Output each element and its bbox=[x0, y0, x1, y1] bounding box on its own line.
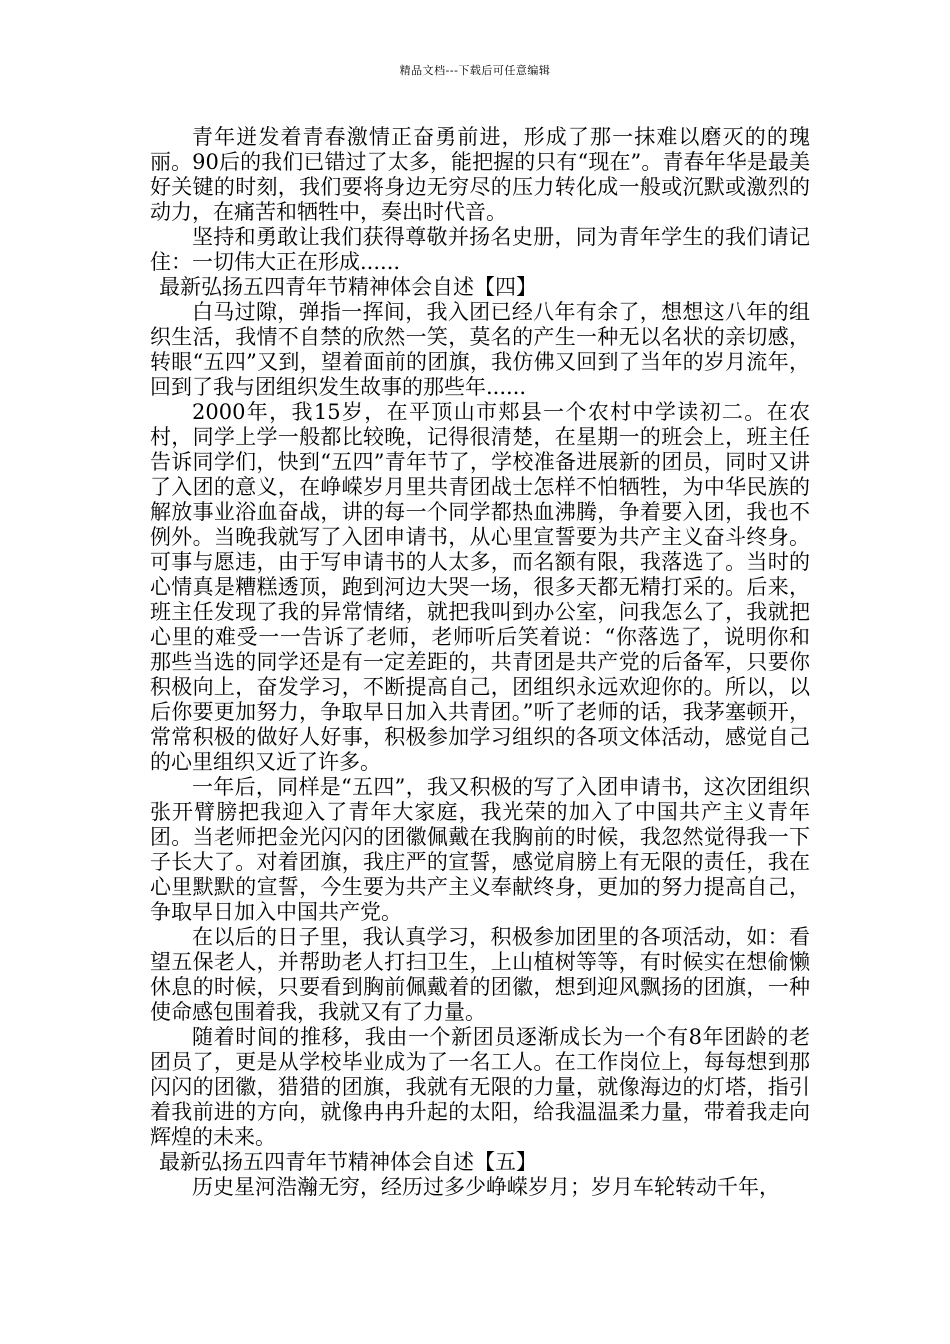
paragraph: 随着时间的推移，我由一个新团员逐渐成长为一个有8年团龄的老团员了，更是从学校毕业成为了一名工人。在工作岗位上，每每想到那闪闪的团徽，猎猎的团旗，我就有无限的力量，就像海边的灯塔，指引着我前进的方向，就像冉冉升起的太阳，给我温温柔力量，带着我走向辉煌的未来。 bbox=[150, 1025, 810, 1149]
paragraph: 坚持和勇敢让我们获得尊敬并扬名史册，同为青年学生的我们请记住：一切伟大正在形成...... bbox=[150, 225, 810, 274]
paragraph: 在以后的日子里，我认真学习，积极参加团里的各项活动，如：看望五保老人，并帮助老人打扫卫生，上山植树等等，有时候实在想偷懒休息的时候，只要看到胸前佩戴着的团徽，想到迎风飘扬的团旗，一种使命感包围着我，我就又有了力量。 bbox=[150, 925, 810, 1024]
paragraph: 青年迸发着青春激情正奋勇前进，形成了那一抹难以磨灭的的瑰丽。90后的我们已错过了太多，能把握的只有“现在”。青春年华是最美好关键的时刻，我们要将身边无穷尽的压力转化成一般或沉默或激烈的动力，在痛苦和牺牲中，奏出时代音。 bbox=[150, 125, 810, 224]
paragraph: 白马过隙，弹指一挥间，我入团已经八年有余了，想想这八年的组织生活，我情不自禁的欣然一笑，莫名的产生一种无以名状的亲切感，转眼“五四”又到，望着面前的团旗，我仿佛又回到了当年的岁月流年，回到了我与团组织发生故事的那些年...... bbox=[150, 300, 810, 399]
section-heading: 最新弘扬五四青年节精神体会自述【四】 bbox=[159, 275, 537, 299]
document-body bbox=[150, 125, 810, 1200]
page-header: 精品文档---下载后可任意编辑 bbox=[399, 64, 551, 77]
section-heading: 最新弘扬五四青年节精神体会自述【五】 bbox=[159, 1150, 537, 1174]
paragraph: 历史星河浩瀚无穷，经历过多少峥嵘岁月；岁月车轮转动千年， bbox=[192, 1175, 780, 1199]
paragraph: 2000年，我15岁，在平顶山市郏县一个农村中学读初二。在农村，同学上学一般都比较晚，记得很清楚，在星期一的班会上，班主任告诉同学们，快到“五四”青年节了，学校准备进展新的团员，同时又讲了入团的意义，在峥嵘岁月里共青团战士怎样不怕牺牲，为中华民族的解放事业浴血奋战，讲的每一个同学都热血沸腾，争着要入团，我也不例外。当晚我就写了入团申请书，从心里宣誓要为共产主义奋斗终身。可事与愿违，由于写申请书的人太多，而名额有限，我落选了。当时的心情真是糟糕透顶，跑到河边大哭一场，很多天都无精打采的。后来，班主任发现了我的异常情绪，就把我叫到办公室，问我怎么了，我就把心里的难受一一告诉了老师，老师听后笑着说：“你落选了，说明你和那些当选的同学还是有一定差距的，共青团是共产党的后备军，只要你积极向上，奋发学习，不断提高自己，团组织永远欢迎你的。所以，以后你要更加努力，争取早日加入共青团。”听了老师的话，我茅塞顿开，常常积极的做好人好事，积极参加学习组织的各项文体活动，感觉自己的心里组织又近了许多。 bbox=[150, 400, 810, 774]
paragraph: 一年后，同样是“五四”，我又积极的写了入团申请书，这次团组织张开臂膀把我迎入了青年大家庭，我光荣的加入了中国共产主义青年团。当老师把金光闪闪的团徽佩戴在我胸前的时候，我忽然觉得我一下子长大了。对着团旗，我庄严的宣誓，感觉肩膀上有无限的责任，我在心里默默的宣誓，今生要为共产主义奉献终身，更加的努力提高自己，争取早日加入中国共产党。 bbox=[150, 775, 810, 924]
